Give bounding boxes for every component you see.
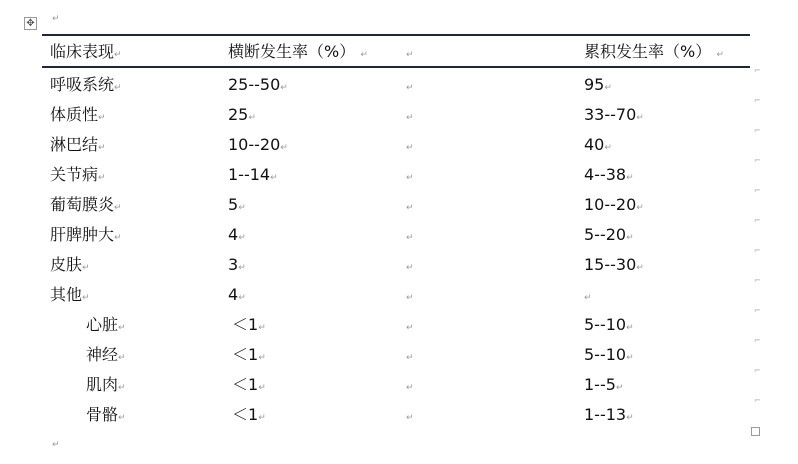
- cell-cumulative[interactable]: [584, 100, 644, 133]
- cell-end-mark: ↵: [406, 263, 414, 273]
- cell-text: ＜1: [232, 405, 259, 424]
- cell-end-mark: ↵: [406, 413, 414, 423]
- cell-text: 10--20: [228, 135, 281, 154]
- cell-cumulative[interactable]: [584, 160, 634, 193]
- cell-empty[interactable]: [406, 370, 414, 403]
- cell-end-mark: ↵: [98, 173, 106, 183]
- cell-clinical[interactable]: [50, 220, 122, 253]
- table-row: [0, 366, 798, 400]
- cell-empty[interactable]: [406, 400, 414, 433]
- cell-text: ＜1: [232, 345, 259, 364]
- cell-clinical[interactable]: [50, 160, 106, 193]
- cell-cumulative[interactable]: [584, 130, 612, 163]
- cell-text: 25: [228, 105, 249, 124]
- cell-text: 4--38: [584, 165, 627, 184]
- cell-empty[interactable]: [406, 340, 414, 373]
- cell-empty[interactable]: [406, 100, 414, 133]
- cell-text: 心脏: [86, 315, 119, 334]
- cell-end-mark: ↵: [604, 83, 612, 93]
- cell-end-mark: ↵: [636, 113, 644, 123]
- cell-end-mark: ↵: [626, 173, 634, 183]
- cell-clinical[interactable]: [86, 340, 126, 373]
- cell-cross-sectional[interactable]: [228, 280, 246, 313]
- cell-empty[interactable]: [406, 310, 414, 343]
- row-end-mark: ⌐: [754, 96, 761, 105]
- row-end-mark: ⌐: [754, 366, 761, 375]
- cell-text: 淋巴结: [50, 135, 99, 154]
- table-row: [0, 156, 798, 190]
- cell-cross-sectional[interactable]: [232, 370, 266, 403]
- cell-text: 5: [228, 195, 239, 214]
- cell-cumulative[interactable]: [584, 340, 634, 373]
- cell-clinical[interactable]: [50, 280, 90, 313]
- cell-text: 3: [228, 255, 239, 274]
- cell-cross-sectional[interactable]: [228, 130, 288, 163]
- cell-cross-sectional[interactable]: [228, 250, 246, 283]
- cell-end-mark: ↵: [626, 233, 634, 243]
- table-row: [0, 306, 798, 340]
- cell-text: 体质性: [50, 105, 99, 124]
- cell-text: 肝脾肿大: [50, 225, 115, 244]
- cell-end-mark: ↵: [238, 293, 246, 303]
- cell-end-mark: ↵: [406, 203, 414, 213]
- cell-clinical[interactable]: [50, 100, 106, 133]
- cell-cross-sectional[interactable]: [232, 340, 266, 373]
- table-row: [0, 216, 798, 250]
- cell-text: 4: [228, 285, 239, 304]
- cell-clinical[interactable]: [86, 310, 126, 343]
- cell-end-mark: ↵: [118, 413, 126, 423]
- cell-end-mark: ↵: [406, 323, 414, 333]
- cell-end-mark: ↵: [615, 383, 624, 393]
- cell-end-mark: ↵: [406, 383, 414, 393]
- row-end-mark: ⌐: [754, 246, 761, 255]
- cell-clinical[interactable]: [50, 190, 122, 223]
- table-row: [0, 336, 798, 370]
- table-row: [0, 96, 798, 130]
- cell-end-mark: ↵: [270, 173, 278, 183]
- table-row: [0, 246, 798, 280]
- cell-end-mark: ↵: [636, 203, 644, 213]
- cell-end-mark: ↵: [604, 143, 612, 153]
- table-row: [0, 396, 798, 430]
- cell-text: 骨骼: [86, 405, 119, 424]
- cell-cross-sectional[interactable]: [228, 70, 288, 103]
- cell-empty[interactable]: [406, 160, 414, 193]
- cell-text: 葡萄膜炎: [50, 195, 115, 214]
- row-end-mark: ⌐: [754, 306, 761, 315]
- cell-end-mark: ↵: [584, 293, 592, 303]
- cell-end-mark: ↵: [406, 173, 414, 183]
- cell-empty[interactable]: [406, 190, 414, 223]
- cell-end-mark: ↵: [280, 83, 288, 93]
- row-end-mark: ⌐: [754, 126, 761, 135]
- cell-empty[interactable]: [406, 280, 414, 313]
- cell-text: 40: [584, 135, 605, 154]
- cell-text: 1--5: [584, 375, 616, 394]
- cell-end-mark: ↵: [406, 143, 414, 153]
- table-header-row: [0, 37, 798, 67]
- cell-empty[interactable]: [406, 220, 414, 253]
- cell-text: 关节病: [50, 165, 99, 184]
- cell-text: 25--50: [228, 75, 281, 94]
- cell-cumulative[interactable]: [584, 280, 592, 313]
- header-cumulative[interactable]: 累积发生率（%） ↵: [584, 42, 724, 61]
- table-resize-handle[interactable]: [751, 427, 760, 436]
- cell-cumulative[interactable]: [584, 400, 634, 433]
- cell-end-mark: ↵: [258, 383, 266, 393]
- cell-end-mark: ↵: [406, 353, 414, 363]
- cell-cumulative[interactable]: [584, 250, 644, 283]
- row-end-mark: ⌐: [754, 396, 761, 405]
- cell-cross-sectional[interactable]: [232, 310, 266, 343]
- cell-end-mark: ↵: [238, 263, 246, 273]
- row-end-mark: ⌐: [754, 276, 761, 285]
- cell-cross-sectional[interactable]: [228, 220, 246, 253]
- cell-end-mark: ↵: [626, 413, 634, 423]
- cell-text: 95: [584, 75, 605, 94]
- cell-cumulative[interactable]: [584, 70, 612, 103]
- cell-text: ＜1: [232, 315, 259, 334]
- cell-text: 肌肉: [86, 375, 119, 394]
- cell-cumulative[interactable]: [584, 310, 634, 343]
- cell-text: ＜1: [232, 375, 259, 394]
- cell-end-mark: ↵: [248, 113, 256, 123]
- cell-text: 15--30: [584, 255, 637, 274]
- table-row: [0, 276, 798, 310]
- cell-text: 10--20: [584, 195, 637, 214]
- cell-end-mark: ↵: [114, 83, 122, 93]
- cell-end-mark: ↵: [406, 83, 414, 93]
- table-row: [0, 186, 798, 220]
- table-move-handle[interactable]: ✥: [24, 17, 37, 30]
- cell-cumulative[interactable]: [584, 190, 644, 223]
- cell-end-mark: ↵: [98, 143, 106, 153]
- cell-end-mark: ↵: [82, 263, 90, 273]
- cell-text: 5--10: [584, 345, 627, 364]
- cell-clinical[interactable]: [86, 370, 126, 403]
- cell-end-mark: ↵: [98, 113, 106, 123]
- cell-end-mark: ↵: [406, 233, 414, 243]
- cell-text: 5--10: [584, 315, 627, 334]
- cell-clinical[interactable]: [50, 70, 122, 103]
- cell-end-mark: ↵: [280, 143, 288, 153]
- cell-end-mark: ↵: [406, 113, 414, 123]
- cell-cross-sectional[interactable]: [228, 100, 256, 133]
- cell-text: 呼吸系统: [50, 75, 115, 94]
- cell-clinical[interactable]: [50, 130, 106, 163]
- cell-end-mark: ↵: [636, 263, 644, 273]
- cell-end-mark: ↵: [238, 203, 246, 213]
- table-top-rule: [42, 34, 750, 36]
- cell-end-mark: ↵: [258, 353, 266, 363]
- table-row: [0, 66, 798, 100]
- cell-end-mark: ↵: [258, 413, 266, 423]
- cell-cumulative[interactable]: [584, 220, 634, 253]
- header-cross-sectional[interactable]: 横断发生率（%） ↵: [228, 42, 368, 61]
- row-end-mark: ⌐: [754, 186, 761, 195]
- cell-cross-sectional[interactable]: [228, 190, 246, 223]
- cell-text: 神经: [86, 345, 119, 364]
- row-end-mark: ⌐: [754, 66, 761, 75]
- row-end-mark: ⌐: [754, 156, 761, 165]
- cell-clinical[interactable]: [50, 250, 90, 283]
- cell-end-mark: ↵: [118, 323, 126, 333]
- cell-end-mark: ↵: [82, 293, 90, 303]
- cell-end-mark: ↵: [258, 323, 266, 333]
- paragraph-mark: ↵: [52, 440, 60, 450]
- cell-empty[interactable]: [406, 250, 414, 283]
- table-row: [0, 126, 798, 160]
- row-end-mark: ⌐: [754, 336, 761, 345]
- cell-cross-sectional[interactable]: [228, 160, 278, 193]
- cell-text: 5--20: [584, 225, 627, 244]
- cell-end-mark: ↵: [118, 353, 126, 363]
- cell-text: 4: [228, 225, 239, 244]
- cell-empty[interactable]: [406, 70, 414, 103]
- row-end-mark: ⌐: [754, 216, 761, 225]
- cell-cross-sectional[interactable]: [232, 400, 266, 433]
- cell-end-mark: ↵: [626, 353, 634, 363]
- cell-text: 其他: [50, 285, 83, 304]
- header-clinical[interactable]: 临床表现↵: [50, 42, 122, 61]
- cell-cumulative[interactable]: [584, 370, 623, 403]
- cell-end-mark: ↵: [118, 383, 126, 393]
- cell-end-mark: ↵: [626, 323, 634, 333]
- cell-text: 1--14: [228, 165, 271, 184]
- paragraph-mark: ↵: [52, 14, 60, 24]
- cell-empty[interactable]: [406, 130, 414, 163]
- table-header-rule: [42, 66, 750, 68]
- cell-text: 33--70: [584, 105, 637, 124]
- cell-end-mark: ↵: [238, 233, 246, 243]
- cell-end-mark: ↵: [114, 203, 122, 213]
- cell-end-mark: ↵: [114, 233, 122, 243]
- cell-text: 1--13: [584, 405, 627, 424]
- header-empty[interactable]: ↵: [406, 50, 414, 60]
- cell-text: 皮肤: [50, 255, 83, 274]
- cell-end-mark: ↵: [406, 293, 414, 303]
- cell-clinical[interactable]: [86, 400, 126, 433]
